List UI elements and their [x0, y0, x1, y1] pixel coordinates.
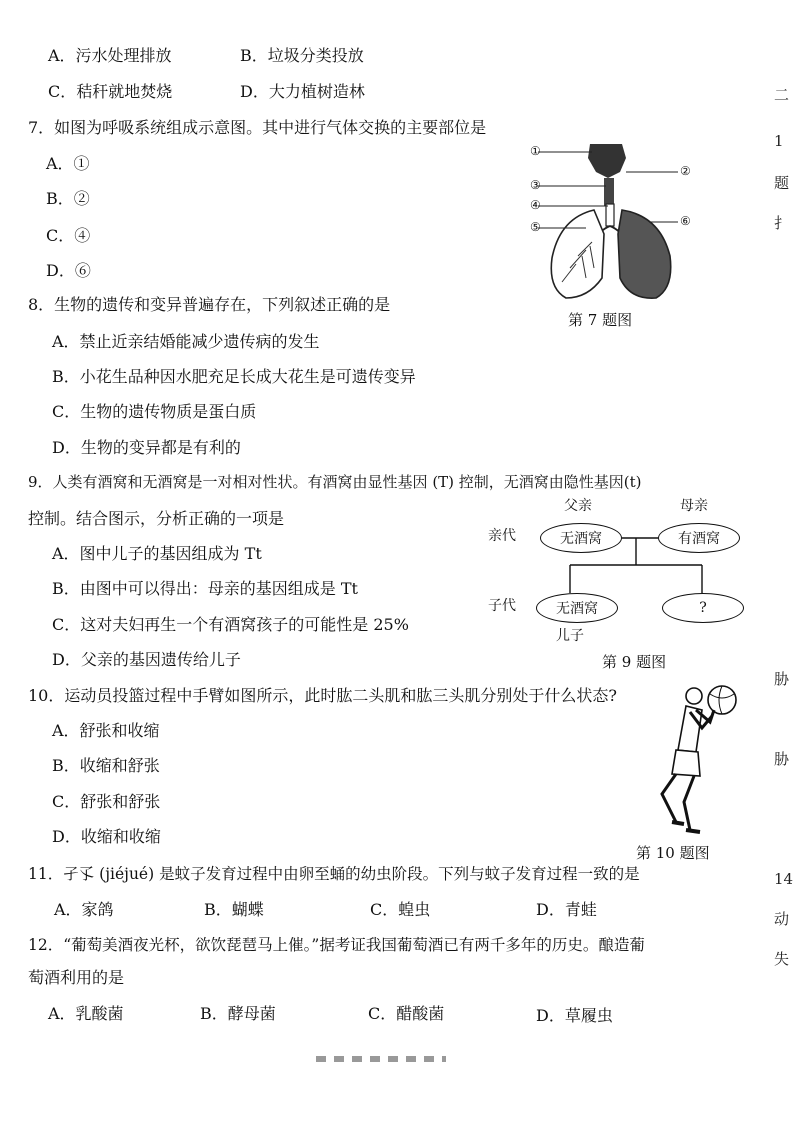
q7-option-b: B．②	[46, 189, 90, 208]
edge-glyph-5: 胁	[774, 670, 790, 688]
q7-stem: 7．如图为呼吸系统组成示意图。其中进行气体交换的主要部位是	[28, 118, 487, 137]
q9-option-a: A．图中儿子的基因组成为 Tt	[52, 544, 262, 563]
player-drawing	[650, 682, 740, 838]
q10-option-a: A．舒张和收缩	[52, 721, 160, 740]
father-label: 父亲	[564, 498, 592, 514]
fig7-label-2: ②	[680, 164, 691, 178]
fig7-label-3: ③	[530, 178, 541, 192]
q6-option-d: D．大力植树造林	[240, 82, 365, 101]
q12-stem-line2: 萄酒利用的是	[28, 968, 125, 987]
son-trait: 无酒窝	[536, 593, 618, 623]
q10-stem: 10．运动员投篮过程中手臂如图所示，此时肱二头肌和肱三头肌分别处于什么状态?	[28, 686, 617, 705]
q6-option-b: B．垃圾分类投放	[240, 46, 364, 65]
q10-option-d: D．收缩和收缩	[52, 827, 161, 846]
q8-option-d: D．生物的变异都是有利的	[52, 438, 241, 457]
mother-trait: 有酒窝	[658, 523, 740, 553]
edge-glyph-1: 二	[774, 86, 790, 104]
fig7-label-5: ⑤	[530, 220, 541, 234]
q10-caption: 第 10 题图	[636, 844, 710, 862]
fig7-label-6: ⑥	[680, 214, 691, 228]
q9-option-c: C．这对夫妇再生一个有酒窝孩子的可能性是 25%	[52, 615, 409, 634]
q11-option-a: A．家鸽	[54, 900, 114, 919]
basketball-player-figure	[650, 682, 740, 838]
q10-option-b: B．收缩和舒张	[52, 756, 160, 775]
q7-option-d: D．⑥	[46, 261, 91, 280]
q9-option-b: B．由图中可以得出：母亲的基因组成是 Tt	[52, 579, 358, 598]
parent-generation-label: 亲代	[488, 528, 516, 544]
father-trait: 无酒窝	[540, 523, 622, 553]
q10-option-c: C．舒张和舒张	[52, 792, 161, 811]
q7-option-c: C．④	[46, 226, 91, 245]
q12-option-b: B．酵母菌	[200, 1004, 276, 1023]
edge-glyph-2: 1	[774, 132, 784, 150]
inheritance-lines	[480, 495, 760, 645]
q12-option-a: A．乳酸菌	[48, 1004, 124, 1023]
footer-fragment	[316, 1056, 446, 1062]
q11-option-c: C．蝗虫	[370, 900, 431, 919]
edge-glyph-9: 失	[774, 950, 790, 968]
q11-option-d: D．青蛙	[536, 900, 597, 919]
edge-glyph-7: 14	[774, 870, 794, 888]
fig7-label-4: ④	[530, 198, 541, 212]
mother-label: 母亲	[680, 498, 708, 514]
q6-option-c: C．秸秆就地焚烧	[48, 82, 173, 101]
son-label: 儿子	[556, 628, 584, 644]
q6-option-a: A．污水处理排放	[48, 46, 172, 65]
q12-option-d: D．草履虫	[536, 1006, 613, 1025]
edge-glyph-6: 胁	[774, 750, 790, 768]
unknown-child: ?	[662, 593, 744, 623]
q9-stem-line1: 9．人类有酒窝和无酒窝是一对相对性状。有酒窝由显性基因 (T) 控制，无酒窝由隐性基因(t)	[28, 473, 642, 491]
edge-glyph-4: 扌	[774, 214, 790, 232]
q8-stem: 8．生物的遗传和变异普遍存在，下列叙述正确的是	[28, 295, 391, 314]
respiratory-system-figure	[530, 138, 695, 308]
q8-option-a: A．禁止近亲结婚能减少遗传病的发生	[52, 332, 320, 351]
q12-stem-line1: 12．“葡萄美酒夜光杯，欲饮琵琶马上催。”据考证我国葡萄酒已有两千多年的历史。酿造葡	[28, 936, 645, 954]
q11-option-b: B．蝴蝶	[204, 900, 264, 919]
q9-stem-line2: 控制。结合图示，分析正确的一项是	[28, 509, 285, 528]
q11-stem: 11．孑孓 (jiéjué) 是蚊子发育过程中由卵至蛹的幼虫阶段。下列与蚊子发育过程一致的是	[28, 865, 640, 883]
q12-option-c: C．醋酸菌	[368, 1004, 445, 1023]
q8-option-c: C．生物的遗传物质是蛋白质	[52, 402, 257, 421]
edge-glyph-3: 题	[774, 174, 790, 192]
q8-option-b: B．小花生品种因水肥充足长成大花生是可遗传变异	[52, 367, 416, 386]
fig7-label-1: ①	[530, 144, 541, 158]
q9-option-d: D．父亲的基因遗传给儿子	[52, 650, 241, 669]
q7-caption: 第 7 题图	[568, 311, 633, 329]
q7-option-a: A．①	[46, 154, 90, 173]
edge-glyph-8: 动	[774, 910, 790, 928]
child-generation-label: 子代	[488, 598, 516, 614]
inheritance-diagram	[480, 495, 760, 645]
lungs-diagram	[530, 138, 695, 308]
q9-caption: 第 9 题图	[602, 653, 667, 671]
